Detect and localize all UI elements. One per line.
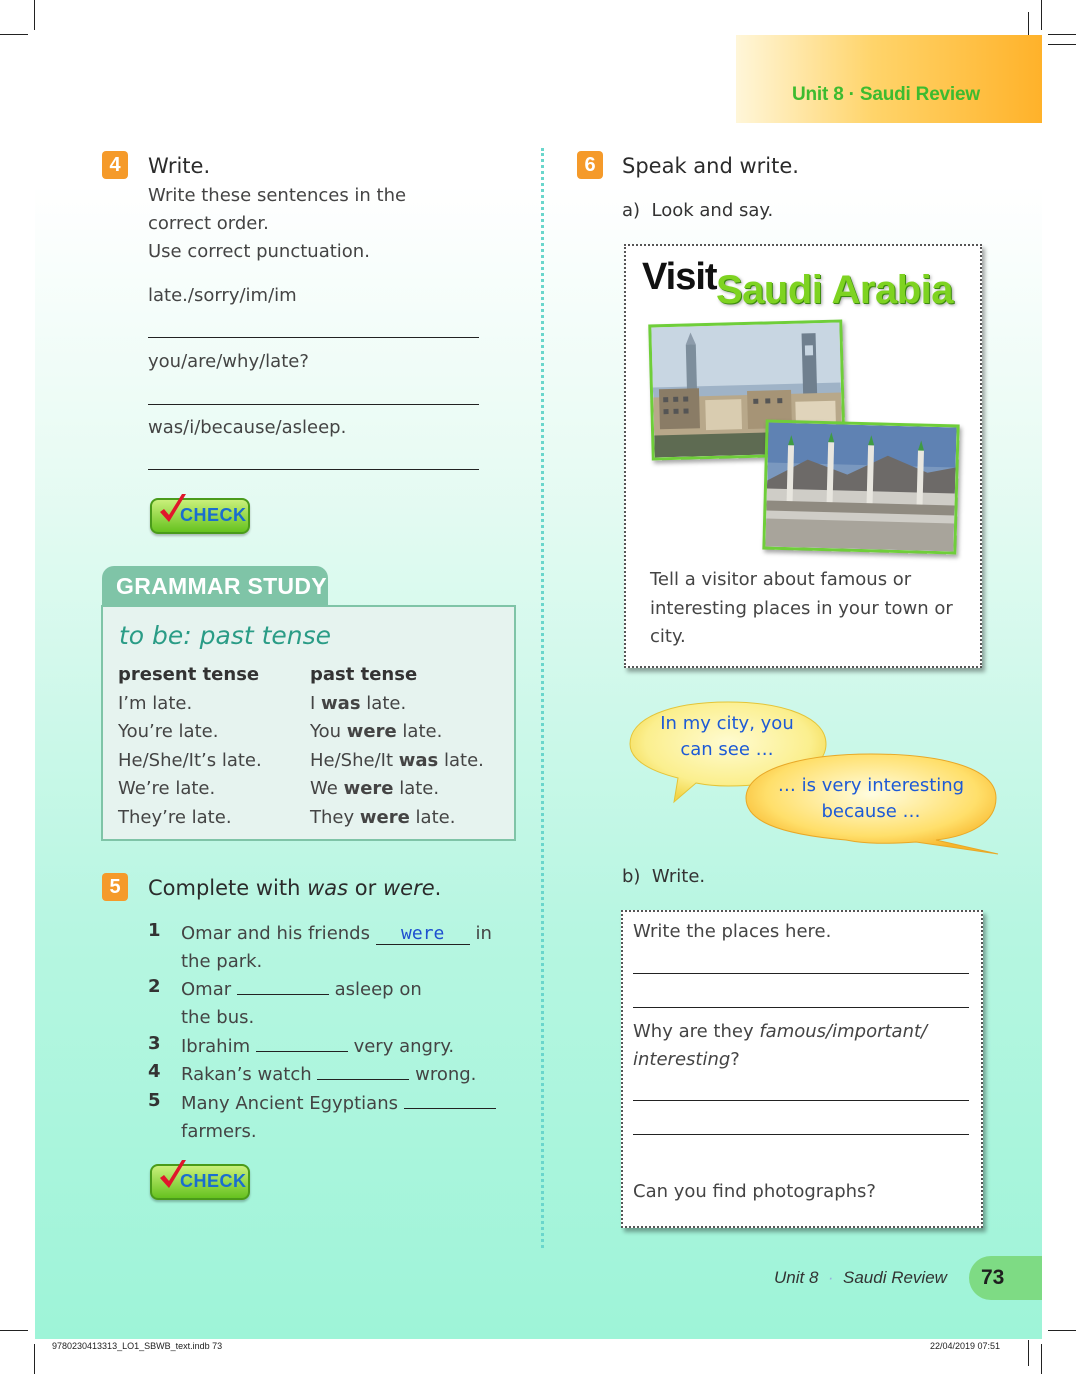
answer-blank-filled[interactable]: were	[376, 924, 470, 945]
past-verb: was	[321, 692, 361, 714]
item-text: Many Ancient Egyptians	[181, 1093, 398, 1114]
crop-mark	[1028, 1340, 1029, 1366]
why-italic: famous	[759, 1021, 827, 1042]
past-subject: I	[310, 692, 316, 714]
crop-mark	[1041, 1344, 1042, 1374]
grammar-study-label: GRAMMAR STUDY	[116, 573, 327, 599]
crop-mark	[1048, 1330, 1076, 1331]
print-slug-left: 9780230413313_LO1_SBWB_text.indb 73	[52, 1341, 223, 1351]
why-text: Why are they	[633, 1021, 760, 1042]
past-verb: were	[359, 806, 410, 828]
page-number-tab	[969, 1256, 1042, 1300]
crop-mark	[34, 0, 35, 30]
item-text: the park.	[181, 951, 263, 972]
crop-mark	[34, 1344, 35, 1374]
past-subject: They	[310, 806, 355, 828]
saudi-arabia-title: Saudi Arabia	[716, 268, 954, 312]
exercise-6-title: Speak and write.	[622, 154, 799, 178]
past-rest: late.	[415, 806, 456, 828]
prompt-2: you/are/why/late?	[148, 351, 309, 372]
past-row	[310, 804, 484, 833]
present-row: They’re late.	[118, 806, 232, 828]
present-tense-header: present tense	[118, 664, 260, 685]
item-text: asleep on	[334, 979, 422, 1000]
prompt-1: late./sorry/im/im	[148, 285, 297, 306]
item-number: 1	[148, 920, 161, 941]
why-line-1[interactable]	[633, 1100, 969, 1101]
footer-unit: Unit 8 · Saudi Review	[774, 1268, 947, 1287]
title-italic: were	[382, 876, 435, 900]
past-tense-column	[310, 661, 484, 832]
column-divider	[541, 148, 544, 1248]
mosque-photo	[762, 419, 959, 554]
grammar-study-tab	[102, 566, 328, 606]
past-rest: late.	[443, 749, 484, 771]
card-instruction: Tell a visitor about famous or interesting places in your town or city.	[650, 569, 953, 647]
item-text: in	[475, 923, 492, 944]
past-row	[310, 690, 484, 719]
footer-unit-title: Saudi Review	[843, 1268, 947, 1287]
crop-mark	[1041, 0, 1042, 30]
item-text: Omar	[181, 979, 232, 1000]
instruction-line: correct order.	[148, 213, 269, 234]
item-number: 3	[148, 1033, 161, 1054]
present-tense-column	[118, 661, 262, 832]
past-tense-header: past tense	[310, 664, 418, 685]
exercise-6-badge: 6	[577, 151, 603, 179]
write-places-prompt: Write the places here.	[633, 921, 832, 942]
exercise-5-title	[148, 876, 441, 900]
present-row: We’re late.	[118, 778, 216, 799]
check-label: CHECK	[180, 505, 247, 525]
past-row	[310, 747, 484, 776]
title-part: .	[434, 876, 442, 900]
bubble-line: … is very interesting	[777, 775, 965, 796]
exercise-5-badge: 5	[102, 873, 128, 901]
crop-mark	[0, 1330, 28, 1331]
check-button-ex4[interactable]	[150, 498, 250, 534]
present-row: I’m late.	[118, 692, 193, 714]
past-row	[310, 718, 484, 747]
answer-blank[interactable]	[317, 1063, 409, 1080]
answer-line-3[interactable]	[148, 469, 479, 470]
item-number: 5	[148, 1090, 161, 1111]
check-button-ex5[interactable]	[150, 1164, 250, 1200]
title-part: or	[348, 876, 383, 900]
why-line-2[interactable]	[633, 1134, 969, 1135]
visit-word: Visit	[642, 256, 717, 298]
past-subject: We	[310, 778, 338, 799]
instruction-line: Use correct punctuation.	[148, 241, 370, 262]
unit-title: Unit 8 · Saudi Review	[792, 84, 980, 105]
bubble-line: because …	[821, 801, 921, 822]
item-text: Rakan’s watch	[181, 1064, 312, 1085]
bubble-line: In my city, you	[660, 713, 794, 734]
part-a-label: a) Look and say.	[622, 200, 774, 221]
instruction-line: Write these sentences in the	[148, 185, 407, 206]
places-line-1[interactable]	[633, 973, 969, 974]
crop-mark	[1048, 44, 1076, 45]
header-tab	[736, 35, 1042, 123]
bubble-line: can see …	[680, 739, 774, 760]
answer-line-2[interactable]	[148, 404, 479, 405]
item-number: 2	[148, 976, 161, 997]
crop-mark	[0, 34, 28, 35]
exercise-4-title: Write.	[148, 154, 211, 178]
answer-blank[interactable]	[237, 978, 329, 995]
footer-unit-number: Unit 8	[774, 1268, 819, 1287]
present-row: He/She/It’s late.	[118, 749, 262, 771]
past-verb: were	[346, 721, 397, 742]
past-subject: He/She/It	[310, 749, 394, 771]
exercise-4-instructions	[148, 182, 406, 266]
title-part: Complete with	[148, 876, 308, 900]
exercise-4-badge: 4	[102, 151, 128, 179]
title-italic: was	[307, 876, 349, 900]
why-italic: interesting	[633, 1049, 731, 1070]
past-verb: were	[343, 778, 394, 799]
write-card	[621, 910, 983, 1228]
bubble-2-text	[760, 773, 982, 825]
bubble-1-text	[642, 711, 812, 763]
answer-blank[interactable]	[256, 1035, 348, 1052]
places-line-2[interactable]	[633, 1007, 969, 1008]
past-rest: late.	[399, 778, 440, 799]
item-text: the bus.	[181, 1007, 255, 1028]
why-text: ?	[730, 1049, 740, 1070]
item-text: wrong.	[415, 1064, 477, 1085]
grammar-study-box	[101, 605, 516, 841]
why-italic: important	[832, 1021, 922, 1042]
item-text: very angry.	[353, 1036, 455, 1057]
item-text: Ibrahim	[181, 1036, 251, 1057]
page-number: 73	[981, 1266, 1005, 1289]
present-row: You’re late.	[118, 721, 219, 742]
answer-line-1[interactable]	[148, 337, 479, 338]
past-subject: You	[310, 721, 342, 742]
past-rest: late.	[366, 692, 407, 714]
answer-blank[interactable]	[404, 1092, 496, 1109]
prompt-3: was/i/because/asleep.	[148, 417, 347, 438]
part-b-label: b) Write.	[622, 866, 706, 887]
item-number: 4	[148, 1061, 161, 1082]
item-text: farmers.	[181, 1121, 257, 1142]
item-text: Omar and his friends	[181, 923, 370, 944]
why-prompt: Why are they famous/important/ interesting?	[633, 1021, 928, 1070]
visit-saudi-card	[624, 244, 982, 668]
past-row	[310, 775, 484, 804]
check-label: CHECK	[180, 1171, 247, 1191]
past-verb: was	[398, 749, 439, 771]
grammar-title: to be: past tense	[119, 621, 332, 650]
past-rest: late.	[402, 721, 443, 742]
photographs-prompt: Can you find photographs?	[633, 1181, 876, 1202]
print-slug-right: 22/04/2019 07:51	[930, 1341, 1001, 1351]
crop-mark	[1048, 34, 1076, 35]
